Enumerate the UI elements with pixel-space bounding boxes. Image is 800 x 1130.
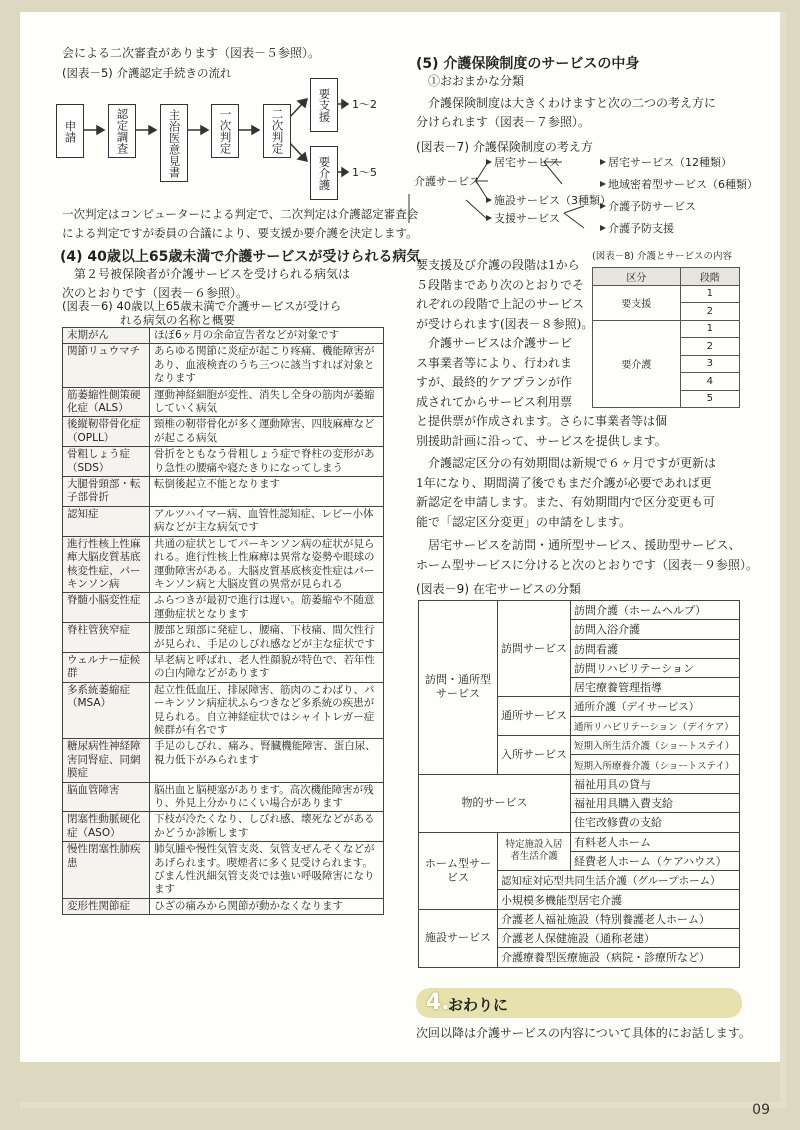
disease-row [63,417,384,447]
service-item: 介護療養型医療施設（病院・診療所など） [498,948,740,967]
para7-line-4: 能で「認定区分変更」の申請をします。 [416,514,632,529]
fig5-caption: (図表－5) 介護認定手続きの流れ [62,66,232,80]
disease-name: 進行性核上性麻痺大脳皮質基底核変性症、パーキンソン病 [63,536,150,593]
disease-name: 末期がん [63,328,150,344]
tree-leaf-community: 地域密着型サービス（6種類） [608,178,758,191]
disease-description: 共通の症状としてパーキンソン病の症状が見られる。進行性核上性麻痺は異常な姿勢や眼球の運動障害がある。大脳皮質基底核変性症はパーキンソン病と大脳皮質の異常が見られる [150,536,384,593]
para5-line-1: 介護サービスは介護サービ [428,336,573,350]
sub-visit: 訪問サービス [498,601,571,697]
page-number: 09 [752,1102,770,1118]
home-service-table [418,600,740,968]
para2 [62,265,350,303]
care-level-value: 1 [680,320,739,338]
sub-dayuse: 通所サービス [498,697,571,736]
care-level-head-category: 区分 [593,268,681,286]
para8-line-1: 居宅サービスを訪問・通所型サービス、援助型サービス、 [428,538,741,552]
service-item: 介護老人保健施設（通称老建） [498,929,740,948]
tree-root: 介護サービス [414,175,480,188]
care-level-table [592,267,740,408]
disease-name: 慢性閉塞性肺疾患 [63,842,150,899]
service-item: 短期入所療養介護（ショートステイ） [571,755,740,774]
disease-row [63,739,384,782]
tree-branch-home: 居宅サービス [494,156,560,169]
judgement-line-1: 一次判定はコンピューターによる判定で、二次判定は介護認定審査会 [62,207,419,221]
sub-heading-1: ①おおまかな分類 [428,74,525,88]
fig6-caption [62,299,341,327]
para6-line-2: 別援助計画に沿って、サービスを提供します。 [416,433,667,448]
para4-line-4: が受けられます(図表－８参照)。 [416,316,594,331]
care-level-value: 1 [680,285,739,303]
disease-name: 糖尿病性神経障害同腎症、同網膜症 [63,739,150,782]
service-item: 訪問介護（ホームヘルプ） [571,601,740,620]
flow-branch-support: 要支援 [310,78,338,132]
para4-line-1: 要支援及び介護の段階は1から [416,258,580,272]
flow-step-survey: 認定調査 [108,104,136,158]
para2-line-2: 次のとおりです（図表－６参照）。 [62,286,249,300]
fig8-caption: (図表－8) 介護とサービスの内容 [592,251,732,262]
care-level-support: 要支援 [593,285,681,320]
disease-row [63,593,384,623]
intro-line: 会による二次審査があります（図表－５参照）。 [62,46,321,60]
disease-row [63,536,384,593]
disease-description: 早老病と呼ばれ、老人性顔貌が特色で、若年性の白内障などがあります [150,652,384,682]
service-item: 経費老人ホーム（ケアハウス） [571,851,740,870]
care-level-value: 2 [680,338,739,356]
para7-line-2: 1年になり、期間満了後でもまだ介護が必要であれば更 [416,475,712,490]
disease-row [63,898,384,914]
judgement-line-2: による判定ですが委員の合議により、要支援か要介護を決定します。 [62,226,418,240]
disease-name: 脳血管障害 [63,782,150,812]
para6 [416,412,667,451]
para8-line-2: ホーム型サービスに分けると次のとおりです（図表－９参照）。 [416,557,759,572]
disease-description: 脳出血と脳梗塞があります。高次機能障害が残り、外見上分かりにくい場合があります [150,782,384,812]
para5-line-3: すが、最終的ケアプランが作 [416,375,573,389]
care-level-care: 要介護 [593,320,681,408]
disease-name: 後縦靭帯骨化症（OPLL） [63,417,150,447]
para6-line-1: と提供票が作成されます。さらに事業者等は個 [416,414,668,428]
care-level-value: 2 [680,303,739,321]
service-item: 小規模多機能型居宅介護 [498,890,740,909]
disease-name: 閉塞性動脈硬化症（ASO） [63,812,150,842]
disease-row [63,477,384,507]
disease-description: 頸椎の靭帯骨化が多く運動障害、四肢麻痺などが起こる病気 [150,417,384,447]
disease-description: ふらつきが最初で進行は遅い。筋萎縮や不随意運動症状となります [150,593,384,623]
disease-name: ウェルナー症候群 [63,652,150,682]
service-item: 通所リハビリテーション（デイケア） [571,716,740,735]
tree-branch-support: 支援サービス [494,212,560,225]
tree-branch-facility: 施設サービス（3種類） [494,194,611,207]
service-item: 訪問入浴介護 [571,620,740,639]
para4-line-2: ５段階まであり次のとおりでそ [416,277,585,292]
flow-step-first-judgement: 一次判定 [211,104,239,158]
tree-leaf-prevention-support: 介護予防支援 [608,222,674,235]
disease-name: 脊柱管狭窄症 [63,623,150,653]
disease-row [63,328,384,344]
disease-table [62,327,384,915]
service-item: 短期入所生活介護（ショートステイ） [571,736,740,755]
disease-description: 腰部と頸部に発症し、腰痛、下枝痛、間欠性行が見られ、手足のしびれ感などが主な症状です [150,623,384,653]
service-item: 通所介護（デイサービス） [571,697,740,716]
disease-row [63,344,384,387]
service-item: 認知症対応型共同生活介護（グループホーム） [498,871,740,890]
disease-row [63,682,384,739]
disease-row [63,812,384,842]
care-level-head-stage: 段階 [680,268,739,286]
disease-description: 骨折をともなう骨粗しょう症で脊柱の変形があり急性の腰痛や寝たきりになってしまう [150,447,384,477]
disease-name: 筋萎縮性側策硬化症（ALS） [63,387,150,417]
service-item: 訪問看護 [571,639,740,658]
disease-name: 変形性関節症 [63,898,150,914]
flow-branch-care: 要介護 [310,146,338,200]
disease-name: 大腿骨頸部・転子部骨折 [63,477,150,507]
disease-row [63,447,384,477]
disease-description: あらゆる関節に炎症が起こり疼痛、機能障害があり、血液検査のうち三つに該当すれば対象となります [150,344,384,387]
cat-facility: 施設サービス [419,909,498,967]
para2-line-1: 第２号被保険者が介護サービスを受けられる病気は [74,267,351,281]
disease-description: 手足のしびれ、痛み、腎臓機能障害、蛋白尿、視力低下がみられます [150,739,384,782]
section-4-number: 4. [426,990,450,1015]
para5-line-4: 成されてからサービス利用票 [416,394,573,409]
disease-row [63,782,384,812]
flow-step-second-judgement: 二次判定 [263,104,291,158]
disease-row [63,506,384,536]
heading-4: (4) 40歳以上65歳未満で介護サービスが受けられる病気 [60,249,421,265]
tree-leaf-prevention: 介護予防サービス [608,200,696,213]
para7-line-3: 新認定を申請します。また、有効期間内で区分変更も可 [416,495,716,509]
disease-description: 下枝が冷たくなり、しびれ感、壊死などがあるかどうか診断します [150,812,384,842]
service-item: 福祉用具購入費支給 [571,793,740,812]
cat-material: 物的サービス [419,774,571,832]
para3-line-1: 介護保険制度は大きくわけますと次の二つの考え方に [428,96,717,110]
disease-description: 転倒後起立不能となります [150,477,384,507]
para5-line-2: ス事業者等により、行われま [416,355,573,370]
flow-step-apply: 申請 [56,104,84,158]
para4 [416,256,593,334]
service-item: 介護老人福祉施設（特別養護老人ホーム） [498,909,740,928]
care-level-value: 4 [680,373,739,391]
disease-description: アルツハイマー病、血管性認知症、レビー小体病などが主な病気です [150,506,384,536]
judgement-text [62,205,418,243]
heading-5: (5) 介護保険制度のサービスの中身 [416,56,640,72]
disease-name: 脊髄小脳変性症 [63,593,150,623]
tree-leaf-home-service: 居宅サービス（12種類） [608,156,732,169]
para8 [416,536,758,575]
disease-row [63,387,384,417]
fig6-caption-line-2: れる病気の名称と概要 [120,313,235,327]
disease-description: 起立性低血圧、排尿障害、筋肉のこわばり、パーキンソン病症状ふらつきなど多系統の疾患が見られる。自立神経症状ではシャイトレガー症候群が有名です [150,682,384,739]
disease-name: 骨粗しょう症（SDS） [63,447,150,477]
care-level-value: 5 [680,390,739,408]
disease-description: ひざの痛みから関節が動かなくなります [150,898,384,914]
service-item: 居宅療養管理指導 [571,678,740,697]
para7 [416,454,716,532]
cat-home: ホーム型サービス [419,832,498,909]
flow-result-support: 1〜2 [352,98,377,111]
fig9-caption: (図表－9) 在宅サービスの分類 [416,582,581,596]
section-4-banner [416,988,742,1018]
sub-shortstay: 入所サービス [498,736,571,775]
para3 [416,94,716,132]
disease-name: 認知症 [63,506,150,536]
disease-description: ほぼ6ヶ月の余命宣告者などが対象です [150,328,384,344]
sub-specified-facility: 特定施設入居者生活介護 [498,832,571,871]
flow-step-doctor-opinion: 主治医意見書 [160,104,188,182]
care-level-value: 3 [680,355,739,373]
disease-description: 運動神経細胞が変性、消失し全身の筋肉が萎縮していく病気 [150,387,384,417]
fig7-caption: (図表－7) 介護保険制度の考え方 [416,140,593,154]
disease-row [63,623,384,653]
cat-visit-dayuse: 訪問・通所型サービス [419,601,498,775]
service-item: 住宅改修費の支給 [571,813,740,832]
disease-row [63,842,384,899]
disease-row [63,652,384,682]
disease-description: 肺気腫や慢性気管支炎、気管支ぜんそくなどがあげられます。喫煙者に多く見受けられます。びまん性汎細気管支炎では強い呼吸障害になります [150,842,384,899]
service-item: 訪問リハビリテーション [571,658,740,677]
service-item: 有料老人ホーム [571,832,740,851]
section-4-title: おわりに [448,996,509,1014]
fig6-caption-line-1: (図表－6) 40歳以上65歳未満で介護サービスが受けら [62,299,342,313]
flow-result-care: 1〜5 [352,166,377,179]
disease-name: 関節リュウマチ [63,344,150,387]
para7-line-1: 介護認定区分の有効期間は新規で６ヶ月ですが更新は [428,456,717,470]
para3-line-2: 分けられます（図表－７参照）。 [416,115,591,129]
para4-line-3: れぞれの段階で上記のサービス [416,297,585,311]
service-item: 福祉用具の貸与 [571,774,740,793]
disease-name: 多系統萎縮症（MSA） [63,682,150,739]
para5 [416,334,572,412]
closing-text: 次回以降は介護サービスの内容について具体的にお話します。 [416,1026,751,1040]
